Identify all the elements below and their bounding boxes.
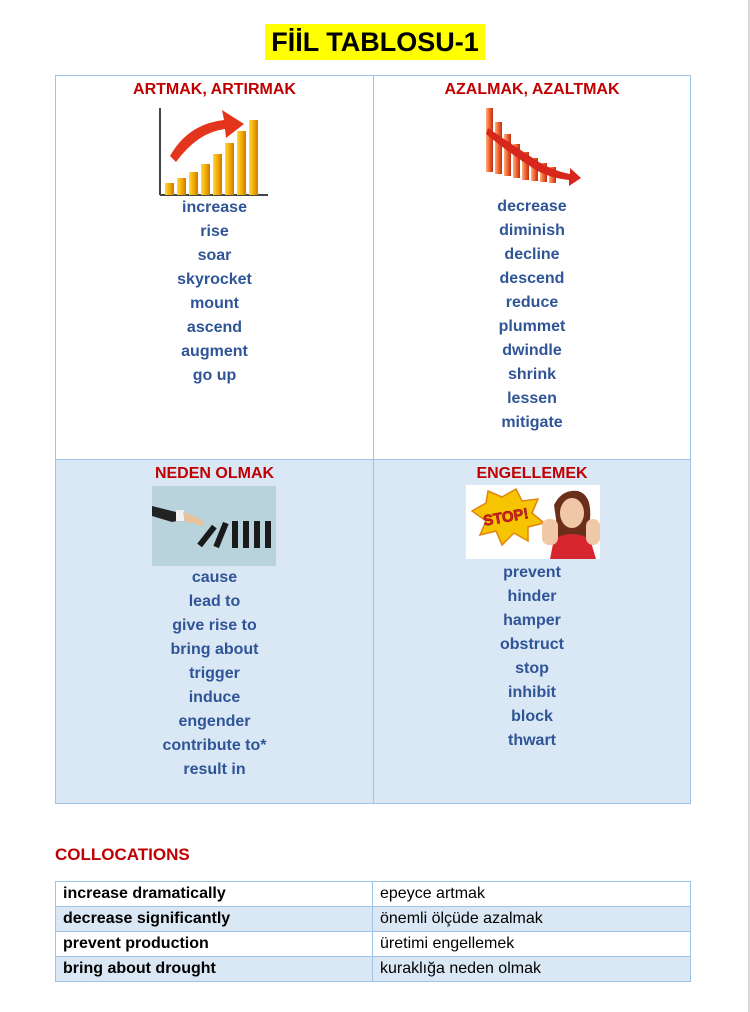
table-row xyxy=(56,932,691,957)
verb: lessen xyxy=(507,390,557,407)
collocation-english: increase dramatically xyxy=(56,882,373,907)
verb: induce xyxy=(188,689,241,706)
collocation-turkish: epeyce artmak xyxy=(373,882,691,907)
collocation-turkish: kuraklığa neden olmak xyxy=(373,957,691,982)
verb: rise xyxy=(200,223,229,240)
quadrant-prevent xyxy=(374,459,690,803)
verb: cause xyxy=(191,569,238,586)
collocation-turkish: üretimi engellemek xyxy=(373,932,691,957)
verb: obstruct xyxy=(500,636,564,653)
quadrant-decrease xyxy=(374,76,690,459)
increase-verb-list xyxy=(56,196,373,388)
verb: stop xyxy=(515,660,549,677)
table-row xyxy=(56,957,691,982)
decrease-verb-list xyxy=(374,195,690,435)
verb: block xyxy=(511,708,553,725)
verb: plummet xyxy=(498,318,566,335)
verb: mitigate xyxy=(501,414,563,431)
verb: diminish xyxy=(499,222,565,239)
cause-verb-list xyxy=(56,566,373,782)
verb: mount xyxy=(190,295,239,312)
verb: lead to xyxy=(188,593,241,610)
collocations-table xyxy=(55,881,691,982)
collocation-english: prevent production xyxy=(56,932,373,957)
verb-grid xyxy=(55,75,691,804)
verb: skyrocket xyxy=(177,271,252,288)
verb: ascend xyxy=(186,319,243,336)
verb: decrease xyxy=(497,198,567,215)
quadrant-cause xyxy=(56,459,374,803)
prevent-verb-list xyxy=(374,561,690,753)
verb: go up xyxy=(192,367,237,384)
verb: descend xyxy=(499,270,565,287)
stop-sign-woman-icon xyxy=(466,485,600,559)
quadrant-heading: ARTMAK, ARTIRMAK xyxy=(133,81,296,98)
verb: hinder xyxy=(507,588,557,605)
verb: hamper xyxy=(503,612,561,629)
verb: augment xyxy=(181,343,248,360)
collocations-heading: COLLOCATIONS xyxy=(55,845,190,864)
verb: thwart xyxy=(508,732,556,749)
verb: shrink xyxy=(507,366,556,383)
verb: bring about xyxy=(170,641,259,658)
falling-bar-chart-icon xyxy=(484,106,584,188)
stop-sign-text: STOP! xyxy=(481,505,530,530)
verb: inhibit xyxy=(508,684,556,701)
quadrant-heading: AZALMAK, AZALTMAK xyxy=(444,81,620,98)
verb: result in xyxy=(183,761,246,778)
collocation-english: bring about drought xyxy=(56,957,373,982)
table-row xyxy=(56,882,691,907)
verb: trigger xyxy=(189,665,240,682)
domino-push-icon xyxy=(152,486,276,566)
verb: contribute to* xyxy=(162,737,267,754)
collocation-turkish: önemli ölçüde azalmak xyxy=(373,907,691,932)
verb: decline xyxy=(504,246,560,263)
quadrant-increase xyxy=(56,76,374,459)
collocation-english: decrease significantly xyxy=(56,907,373,932)
verb: engender xyxy=(178,713,251,730)
rising-bar-chart-icon xyxy=(158,106,270,198)
verb: reduce xyxy=(505,294,559,311)
verb: give rise to xyxy=(172,617,257,634)
verb: soar xyxy=(197,247,232,264)
verb: dwindle xyxy=(502,342,562,359)
quadrant-heading: NEDEN OLMAK xyxy=(154,465,275,482)
verb: increase xyxy=(182,199,247,216)
page-title: FİİL TABLOSU-1 xyxy=(265,24,485,60)
quadrant-heading: ENGELLEMEK xyxy=(476,465,588,482)
verb: prevent xyxy=(503,564,561,581)
title-wrap xyxy=(0,24,750,60)
table-row xyxy=(56,907,691,932)
